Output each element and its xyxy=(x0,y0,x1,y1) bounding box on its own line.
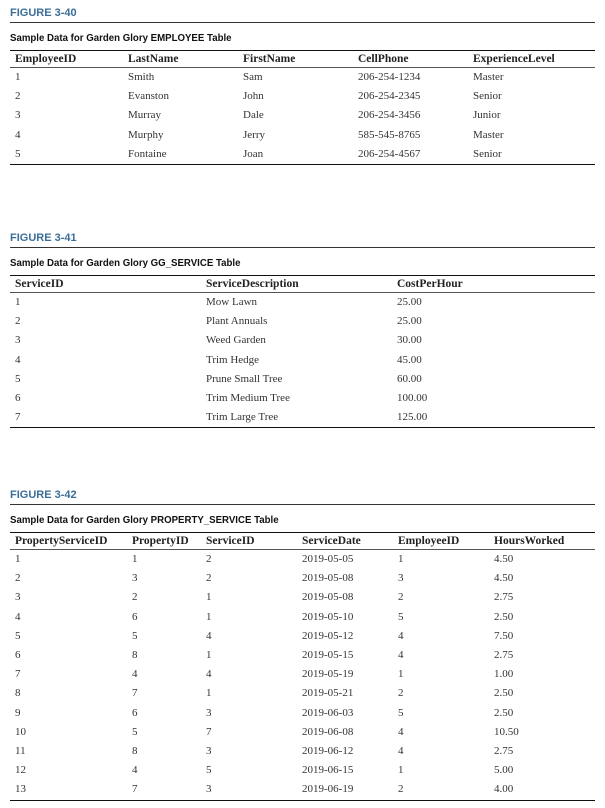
table-cell: 5 xyxy=(398,706,404,719)
table-cell: 5 xyxy=(206,764,212,777)
table-cell: 4 xyxy=(132,668,138,681)
figure-divider xyxy=(10,22,595,23)
table-cell: 3 xyxy=(132,572,138,585)
table-cell: 2.75 xyxy=(494,745,514,758)
table-header-row xyxy=(10,51,595,68)
table-cell: 2019-06-03 xyxy=(302,706,354,719)
table-cell: Joan xyxy=(243,147,264,160)
table-cell: 4 xyxy=(398,649,404,662)
table-cell: 45.00 xyxy=(397,353,422,366)
table-cell: Master xyxy=(473,128,504,141)
table-header-row xyxy=(10,276,595,293)
figure-title: Sample Data for Garden Glory PROPERTY_SERVICE Table xyxy=(10,514,279,526)
table-cell: 6 xyxy=(15,392,21,405)
column-header: ExperienceLevel xyxy=(473,53,555,65)
table-cell: 5 xyxy=(132,725,138,738)
table-row xyxy=(10,408,595,428)
table-cell: 1 xyxy=(15,71,21,83)
table-row xyxy=(10,569,595,588)
table-cell: 3 xyxy=(15,109,21,122)
table-cell: 4 xyxy=(206,668,212,681)
table-cell: 2019-05-21 xyxy=(302,687,354,700)
column-header: ServiceID xyxy=(15,278,64,290)
table-cell: 2 xyxy=(15,572,21,585)
table-cell: 4 xyxy=(206,629,212,642)
table-cell: 7.50 xyxy=(494,629,514,642)
table-cell: 7 xyxy=(206,725,212,738)
table-cell: Jerry xyxy=(243,128,265,141)
table-cell: 8 xyxy=(132,745,138,758)
table-cell: 6 xyxy=(15,649,21,662)
table-row xyxy=(10,588,595,607)
table-cell: 25.00 xyxy=(397,315,422,328)
table-cell: 2 xyxy=(398,783,404,796)
figure-property-service xyxy=(10,488,595,801)
column-header: EmployeeID xyxy=(15,53,77,65)
table-cell: 2019-06-19 xyxy=(302,783,354,796)
column-header: CellPhone xyxy=(358,53,409,65)
table-cell: 9 xyxy=(15,706,21,719)
table-cell: 206-254-4567 xyxy=(358,147,421,160)
table-cell: 5 xyxy=(398,610,404,623)
table-cell: 4 xyxy=(15,610,21,623)
table-cell: Murphy xyxy=(128,128,164,141)
table-cell: Trim Large Tree xyxy=(206,411,279,424)
figure-service xyxy=(10,231,595,428)
table-cell: 2 xyxy=(206,553,212,565)
table-cell: 7 xyxy=(132,783,138,796)
employee-table xyxy=(10,50,595,165)
table-cell: 4 xyxy=(132,764,138,777)
table-cell: 3 xyxy=(206,783,212,796)
table-cell: 4.00 xyxy=(494,783,514,796)
table-cell: 2 xyxy=(398,591,404,604)
figure-label: FIGURE 3-41 xyxy=(10,232,77,244)
table-cell: 4.50 xyxy=(494,572,514,585)
table-row xyxy=(10,665,595,684)
table-cell: 1 xyxy=(398,764,404,777)
table-cell: 206-254-3456 xyxy=(358,109,421,122)
table-row xyxy=(10,87,595,106)
table-cell: 2019-05-08 xyxy=(302,591,354,604)
table-cell: 13 xyxy=(15,783,26,796)
service-table xyxy=(10,275,595,428)
table-cell: 5 xyxy=(132,629,138,642)
table-cell: 1 xyxy=(206,687,212,700)
column-header: ServiceDate xyxy=(302,535,361,547)
table-cell: 2 xyxy=(132,591,138,604)
table-cell: 206-254-2345 xyxy=(358,90,421,103)
table-row xyxy=(10,145,595,165)
table-cell: 585-545-8765 xyxy=(358,128,421,141)
table-cell: 2 xyxy=(206,572,212,585)
column-header: EmployeeID xyxy=(398,535,460,547)
table-row xyxy=(10,684,595,703)
table-cell: 4 xyxy=(15,353,21,366)
table-row xyxy=(10,627,595,646)
table-cell: 3 xyxy=(15,334,21,347)
table-row xyxy=(10,389,595,408)
table-cell: 1 xyxy=(206,649,212,662)
table-cell: 2019-06-12 xyxy=(302,745,354,758)
column-header: ServiceID xyxy=(206,535,255,547)
table-cell: 5.00 xyxy=(494,764,514,777)
table-cell: 10 xyxy=(15,725,26,738)
table-cell: 2019-05-08 xyxy=(302,572,354,585)
table-cell: 2019-05-19 xyxy=(302,668,354,681)
figure-employee xyxy=(10,6,595,165)
table-cell: 4.50 xyxy=(494,553,514,565)
table-cell: 2.50 xyxy=(494,706,514,719)
table-cell: 1.00 xyxy=(494,668,514,681)
table-cell: 7 xyxy=(15,411,21,424)
table-cell: 1 xyxy=(398,668,404,681)
table-cell: 30.00 xyxy=(397,334,422,347)
table-cell: Murray xyxy=(128,109,161,122)
table-cell: 2019-05-15 xyxy=(302,649,354,662)
table-row xyxy=(10,370,595,389)
table-cell: 1 xyxy=(15,296,21,308)
table-cell: 12 xyxy=(15,764,26,777)
table-cell: 8 xyxy=(15,687,21,700)
table-cell: 4 xyxy=(398,745,404,758)
table-row xyxy=(10,293,595,313)
table-row xyxy=(10,646,595,665)
table-cell: 3 xyxy=(15,591,21,604)
table-cell: 2 xyxy=(15,315,21,328)
table-row xyxy=(10,704,595,723)
table-row xyxy=(10,126,595,145)
table-cell: 4 xyxy=(398,629,404,642)
table-cell: 6 xyxy=(132,610,138,623)
table-cell: 1 xyxy=(15,553,21,565)
table-cell: 1 xyxy=(132,553,138,565)
table-cell: 2019-05-05 xyxy=(302,553,354,565)
table-cell: 6 xyxy=(132,706,138,719)
table-cell: 4 xyxy=(15,128,21,141)
table-row xyxy=(10,312,595,331)
figure-divider xyxy=(10,247,595,248)
table-cell: 2019-05-10 xyxy=(302,610,354,623)
column-header: FirstName xyxy=(243,53,296,65)
table-row xyxy=(10,761,595,780)
column-header: ServiceDescription xyxy=(206,278,299,290)
table-cell: 2.75 xyxy=(494,591,514,604)
table-cell: 100.00 xyxy=(397,392,428,405)
table-cell: 125.00 xyxy=(397,411,428,424)
figure-label: FIGURE 3-40 xyxy=(10,7,77,19)
figure-title: Sample Data for Garden Glory GG_SERVICE Table xyxy=(10,257,241,269)
table-cell: Mow Lawn xyxy=(206,296,258,308)
table-row xyxy=(10,351,595,370)
table-cell: 10.50 xyxy=(494,725,519,738)
table-cell: 3 xyxy=(206,745,212,758)
figure-label: FIGURE 3-42 xyxy=(10,489,77,501)
table-row xyxy=(10,608,595,627)
table-cell: 4 xyxy=(398,725,404,738)
table-cell: Sam xyxy=(243,71,263,83)
table-cell: John xyxy=(243,90,264,103)
table-cell: 3 xyxy=(398,572,404,585)
table-cell: Dale xyxy=(243,109,264,122)
table-cell: Smith xyxy=(128,71,155,83)
table-row xyxy=(10,68,595,88)
table-cell: 2 xyxy=(398,687,404,700)
table-cell: 2 xyxy=(15,90,21,103)
table-row xyxy=(10,780,595,800)
table-cell: 2019-06-08 xyxy=(302,725,354,738)
table-cell: 2.75 xyxy=(494,649,514,662)
table-cell: Plant Annuals xyxy=(206,315,268,328)
column-header: PropertyID xyxy=(132,535,189,547)
table-cell: 1 xyxy=(206,610,212,623)
column-header: HoursWorked xyxy=(494,535,565,547)
table-cell: Senior xyxy=(473,90,502,103)
table-cell: 8 xyxy=(132,649,138,662)
table-cell: 7 xyxy=(132,687,138,700)
table-row xyxy=(10,723,595,742)
table-cell: 1 xyxy=(206,591,212,604)
table-cell: Prune Small Tree xyxy=(206,372,283,385)
table-row xyxy=(10,550,595,570)
table-cell: 2.50 xyxy=(494,610,514,623)
column-header: CostPerHour xyxy=(397,278,463,290)
table-cell: 3 xyxy=(206,706,212,719)
table-cell: 5 xyxy=(15,629,21,642)
table-cell: 5 xyxy=(15,372,21,385)
table-cell: 206-254-1234 xyxy=(358,71,421,83)
figure-divider xyxy=(10,504,595,505)
table-cell: Master xyxy=(473,71,504,83)
table-header-row xyxy=(10,533,595,550)
table-row xyxy=(10,742,595,761)
table-row xyxy=(10,331,595,350)
table-cell: Fontaine xyxy=(128,147,167,160)
table-cell: 5 xyxy=(15,147,21,160)
table-cell: 25.00 xyxy=(397,296,422,308)
property-service-table xyxy=(10,532,595,801)
table-cell: 2019-06-15 xyxy=(302,764,354,777)
column-header: PropertyServiceID xyxy=(15,535,108,547)
table-cell: 11 xyxy=(15,745,26,758)
table-cell: Junior xyxy=(473,109,501,122)
table-row xyxy=(10,106,595,125)
table-cell: 1 xyxy=(398,553,404,565)
table-cell: Senior xyxy=(473,147,502,160)
column-header: LastName xyxy=(128,53,179,65)
table-cell: 2019-05-12 xyxy=(302,629,354,642)
table-cell: 60.00 xyxy=(397,372,422,385)
figure-title: Sample Data for Garden Glory EMPLOYEE Table xyxy=(10,32,232,44)
table-cell: Trim Hedge xyxy=(206,353,260,366)
property-service-rows xyxy=(10,550,595,801)
table-cell: 7 xyxy=(15,668,21,681)
table-cell: Evanston xyxy=(128,90,169,103)
table-cell: Weed Garden xyxy=(206,334,266,347)
table-cell: 2.50 xyxy=(494,687,514,700)
table-cell: Trim Medium Tree xyxy=(206,392,290,405)
